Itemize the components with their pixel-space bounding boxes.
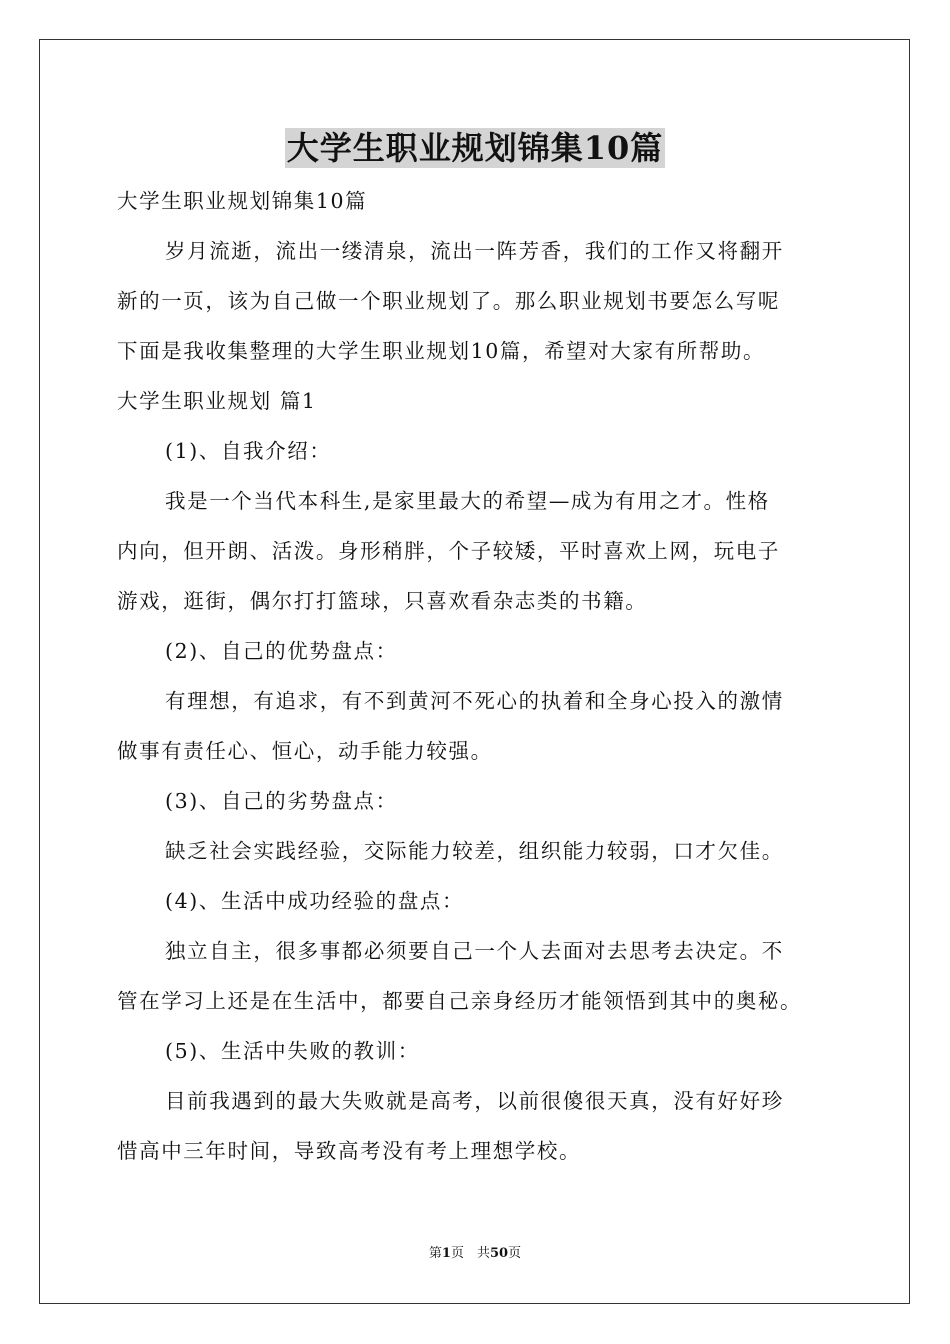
paragraph-line: 管在学习上还是在生活中，都要自己亲身经历才能领悟到其中的奥秘。 [117, 989, 803, 1013]
subheading-line: (3)、自己的劣势盘点： [165, 789, 398, 813]
subheading-line: (4)、生活中成功经验的盘点： [165, 889, 465, 913]
subheading-line: (5)、生活中失败的教训： [165, 1039, 420, 1063]
page-footer [0, 1245, 950, 1263]
paragraph-line: 惜高中三年时间，导致高考没有考上理想学校。 [117, 1139, 582, 1163]
paragraph-line: 新的一页，该为自己做一个职业规划了。那么职业规划书要怎么写呢 [117, 289, 780, 313]
footer-page-number: 1 [441, 1246, 451, 1261]
paragraph-line: 我是一个当代本科生,是家里最大的希望—成为有用之才。性格 [165, 489, 770, 513]
paragraph-line: 缺乏社会实践经验，交际能力较差，组织能力较弱，口才欠佳。 [165, 839, 784, 863]
paragraph-line: 岁月流逝，流出一缕清泉，流出一阵芳香，我们的工作又将翻开 [165, 239, 784, 263]
paragraph-line: 内向，但开朗、活泼。身形稍胖，个子较矮，平时喜欢上网，玩电子 [117, 539, 780, 563]
paragraph-line: 游戏，逛街，偶尔打打篮球，只喜欢看杂志类的书籍。 [117, 589, 648, 613]
paragraph-line: 独立自主，很多事都必须要自己一个人去面对去思考去决定。不 [165, 939, 784, 963]
paragraph-line: 有理想，有追求，有不到黄河不死心的执着和全身心投入的激情 [165, 689, 784, 713]
paragraph-line: 下面是我收集整理的大学生职业规划10篇，希望对大家有所帮助。 [117, 339, 766, 363]
footer-prefix: 第 [428, 1246, 442, 1261]
paragraph-line: 做事有责任心、恒心，动手能力较强。 [117, 739, 493, 763]
subtitle-line: 大学生职业规划锦集10篇 [117, 189, 368, 213]
footer-suffix: 页 [508, 1246, 522, 1261]
footer-mid: 页 共 [450, 1246, 490, 1261]
section-heading: 大学生职业规划 篇1 [117, 389, 317, 413]
subheading-line: (1)、自我介绍： [165, 439, 332, 463]
title-container [0, 128, 950, 168]
document-title: 大学生职业规划锦集10篇 [286, 129, 664, 167]
paragraph-line: 目前我遇到的最大失败就是高考，以前很傻很天真，没有好好珍 [165, 1089, 784, 1113]
footer-total-pages: 50 [489, 1246, 509, 1261]
subheading-line: (2)、自己的优势盘点： [165, 639, 398, 663]
